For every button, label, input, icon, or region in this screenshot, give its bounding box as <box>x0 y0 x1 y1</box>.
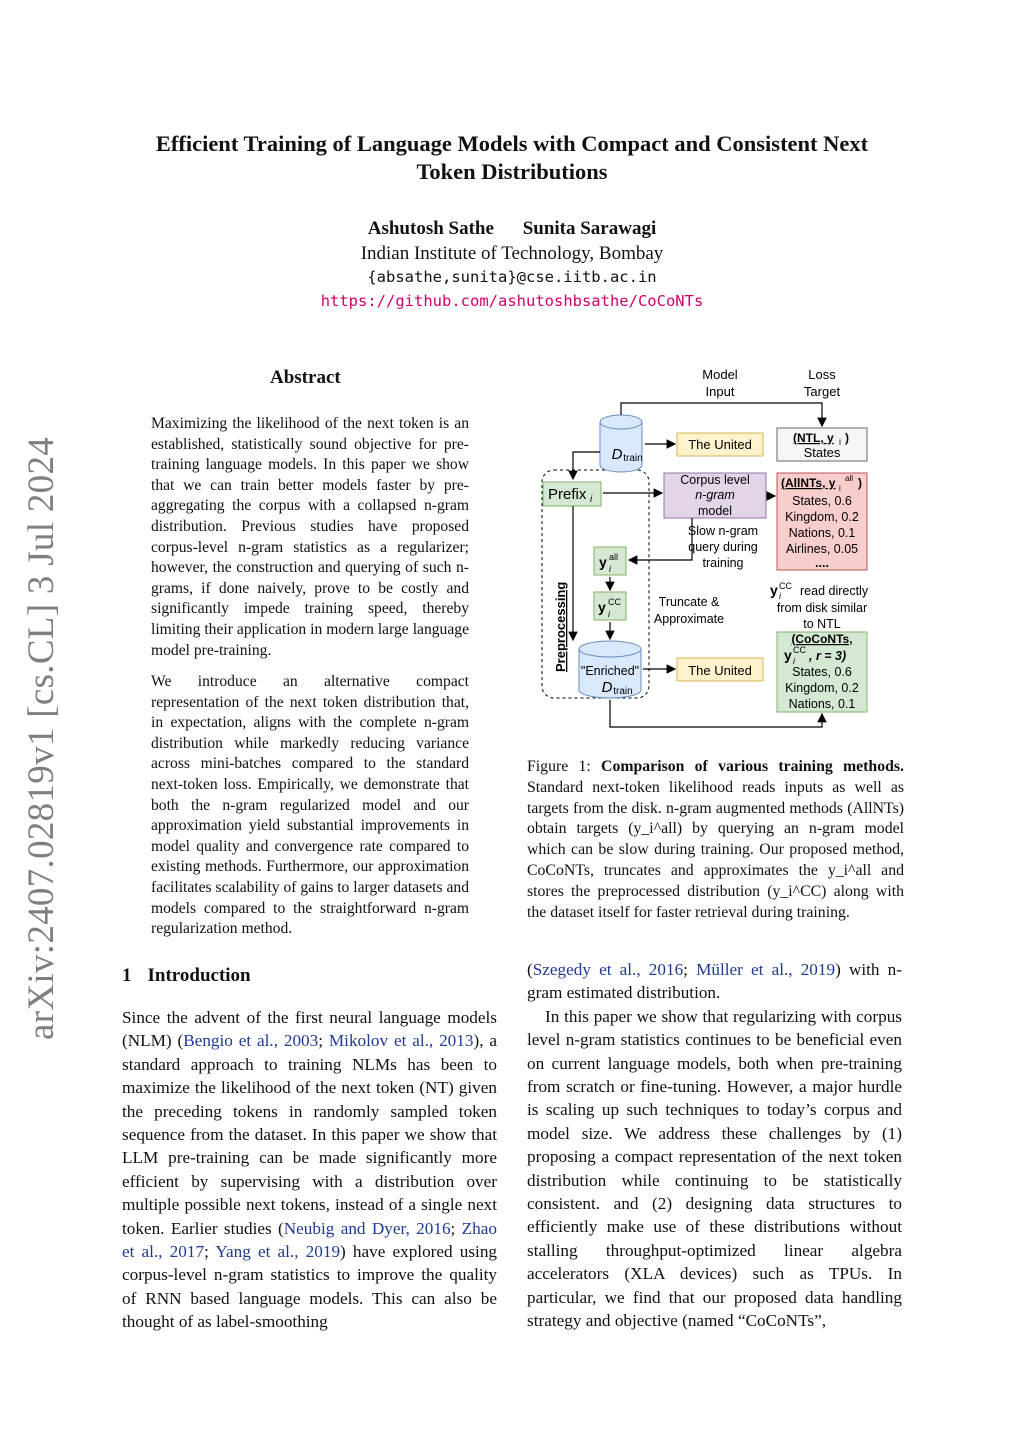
ntl-value: States <box>803 445 841 460</box>
enriched-d: D <box>601 679 613 696</box>
prefix-sub: i <box>590 494 593 505</box>
intro-text: ) with n-gram estimated distribution. <box>527 960 902 1003</box>
coconts-head: (CoCoNTs, <box>791 632 853 646</box>
allnts-item: Nations, 0.1 <box>788 526 856 540</box>
enriched-d-sub: train <box>613 686 633 697</box>
figure-1-diagram <box>527 360 907 745</box>
intro-text: ; <box>318 1031 329 1051</box>
allnts-item: States, 0.6 <box>792 494 852 508</box>
intro-right-column <box>527 958 902 1333</box>
section-number: 1 <box>122 965 132 986</box>
truncate-line-2: Approximate <box>653 612 725 626</box>
author-1: Ashutosh Sathe <box>367 218 494 239</box>
read-y-sub: i <box>779 591 781 601</box>
allnts-item: Airlines, 0.05 <box>785 542 859 556</box>
caption-bold: Comparison of various training methods. <box>601 758 904 775</box>
citation-link[interactable]: Müller et al., 2019 <box>696 960 836 979</box>
paper-title <box>100 130 924 186</box>
read-line-2: from disk similar <box>776 601 868 615</box>
citation-link[interactable]: Yang et al., 2019 <box>215 1242 341 1262</box>
the-united-bottom: The United <box>688 663 752 678</box>
coconts-y-sup: CC <box>793 645 806 655</box>
y-cc-sub: i <box>608 609 610 619</box>
intro-text: ; <box>204 1242 216 1262</box>
caption-label: Figure 1: <box>527 758 602 775</box>
intro-paragraph-2: In this paper we show that regularizing with corpus level n-gram statistics continues to be beneficial even on current language models, both when pre-training from scratch or fine-tuning. However, a major hurdle is scaling up such techniques to today’s corpus and model size. We address these challenges by (1) proposing a compact representation of the next token distribution while continuing to be statistically consistent. and (2) designing data structures to efficiently make use of these distributions without stalling throughput-optimized linear algebra accelerators (XLA devices) such as TPUs. In particular, we find that our proposed data handling strategy and objective (named “CoCoNTs”, <box>527 1006 902 1331</box>
slow-line-2: query during <box>688 540 758 554</box>
allnts-item: .... <box>815 556 829 570</box>
citation-link[interactable]: Bengio et al., 2003 <box>183 1031 319 1051</box>
model-input-label: Model <box>702 367 738 382</box>
abstract-heading: Abstract <box>270 367 341 388</box>
ntl-label: (NTL, y <box>793 431 834 445</box>
read-y-sup: CC <box>779 581 792 591</box>
allnts-head: (AllNTs, y <box>781 476 836 490</box>
d-train-sub: train <box>623 453 643 464</box>
caption-text: Standard next-token likelihood reads inputs as well as targets from the disk. n-gram augmented methods (AllNTs) obtain targets (y_i^all) by querying an n-gram model which can be slow during training. Our proposed method, CoCoNTs, truncates and approximates the y_i^all and stores the preprocessed distribution (y_i^CC) along with the dataset itself for faster retrieval during training. <box>527 778 904 921</box>
section-heading-introduction <box>122 965 251 987</box>
intro-text: ; <box>683 960 697 979</box>
github-link[interactable]: https://github.com/ashutoshbsathe/CoCoNTs <box>320 292 704 310</box>
corpus-line-2: n-gram <box>695 488 735 502</box>
d-train-label: D <box>611 446 623 463</box>
abstract-paragraph-2: We introduce an alternative compact representation of the next token distribution that, in expectation, aligns with the complete n-gram distribution while markedly reducing variance across mini-batches compared to the standard next-token loss. Empirically, we demonstrate that both the n-gram regularized model and our approximation yield substantial improvements in model quality and convergence rate compared to existing methods. Furthermore, our approximation facilitates scalability of gains to larger datasets and models compared to the straightforward n-gram regularization method. <box>151 673 469 938</box>
loss-target-label-2: Target <box>803 384 841 399</box>
enriched-line-1: "Enriched" <box>580 664 640 678</box>
intro-text: ( <box>527 960 533 979</box>
email: {absathe,sunita}@cse.iitb.ac.in <box>367 268 657 286</box>
the-united-top: The United <box>688 437 752 452</box>
intro-text: ; <box>450 1218 462 1238</box>
d-train-cylinder <box>600 415 643 472</box>
allnts-sub: i <box>839 484 841 493</box>
title-line-2: Token Distributions <box>416 159 608 184</box>
figure-1-caption <box>527 757 904 923</box>
y-all: y <box>599 554 607 570</box>
citation-link[interactable]: Mikolov et al., 2013 <box>328 1031 474 1051</box>
read-line-1: read directly <box>800 584 869 598</box>
y-all-sup: all <box>609 552 619 562</box>
corpus-line-3: model <box>697 504 733 518</box>
citation-link[interactable]: Szegedy et al., 2016 <box>532 960 684 979</box>
ntl-sub: i <box>839 437 841 447</box>
intro-text: Since the advent of the first neural language models (NLM) ( <box>122 1008 497 1051</box>
corpus-line-1: Corpus level <box>680 473 750 487</box>
model-input-label-2: Input <box>705 384 735 399</box>
coconts-item: Nations, 0.1 <box>788 697 856 711</box>
coconts-y: y <box>784 647 792 663</box>
citation-link[interactable]: Zhao et al., 2017 <box>122 1218 497 1262</box>
arxiv-stamp: arXiv:2407.02819v1 [cs.CL] 3 Jul 2024 <box>21 436 62 1040</box>
read-y: y <box>770 582 778 598</box>
preprocessing-label: Preprocessing <box>553 581 568 672</box>
prefix-label: Prefix <box>548 486 587 503</box>
coconts-item: Kingdom, 0.2 <box>785 681 859 695</box>
title-line-1: Efficient Training of Language Models with Compact and Consistent Next <box>155 131 869 156</box>
coconts-y-sub: i <box>793 656 795 666</box>
read-line-3: to NTL <box>803 617 841 631</box>
allnts-sup: all <box>845 474 854 483</box>
citation-link[interactable]: Neubig and Dyer, 2016 <box>283 1218 451 1238</box>
author-2: Sunita Sarawagi <box>522 218 657 239</box>
y-all-sub: i <box>609 564 611 574</box>
allnts-close: ) <box>858 476 862 490</box>
section-title: Introduction <box>147 965 251 986</box>
abstract-paragraph-1: Maximizing the likelihood of the next token is an established, statistically sound objective for pre-training language models. In this paper we show that we can train better models faster by pre-aggregating the corpus with a collapsed n-gram distribution. Previous studies have proposed corpus-level n-gram statistics as a regularizer; however, the construction and querying of such n-grams, if done naively, prove to be costly and significantly impede training speed, thereby limiting their application in modern large language model pre-training. <box>151 415 469 659</box>
truncate-line-1: Truncate & <box>658 595 720 609</box>
intro-text: ) have explored using corpus-level n-gram statistics to improve the quality of RNN based language models. This can also be thought of as label-smoothing <box>122 1242 498 1332</box>
enriched-d-train-cylinder <box>579 641 641 698</box>
ntl-close: ) <box>845 431 849 445</box>
coconts-item: States, 0.6 <box>792 665 852 679</box>
y-cc: y <box>598 599 606 615</box>
allnts-item: Kingdom, 0.2 <box>785 510 859 524</box>
coconts-y-tail: , r = 3) <box>809 649 847 663</box>
y-cc-sup: CC <box>608 597 621 607</box>
slow-line-1: Slow n-gram <box>687 524 759 538</box>
slow-line-3: training <box>702 556 744 570</box>
loss-target-label: Loss <box>808 367 836 382</box>
authors <box>0 218 1024 240</box>
intro-left-column <box>122 1006 497 1334</box>
affiliation: Indian Institute of Technology, Bombay <box>360 243 664 264</box>
intro-text: ), a standard approach to training NLMs has been to maximize the likelihood of the next token (NT) given the preceding tokens in randomly sampled token sequence from the dataset. In this paper we show that LLM pre-training can be made significantly more efficient by supervising with a distribution over multiple possible next tokens, instead of a single next token. Earlier studies ( <box>122 1031 497 1238</box>
